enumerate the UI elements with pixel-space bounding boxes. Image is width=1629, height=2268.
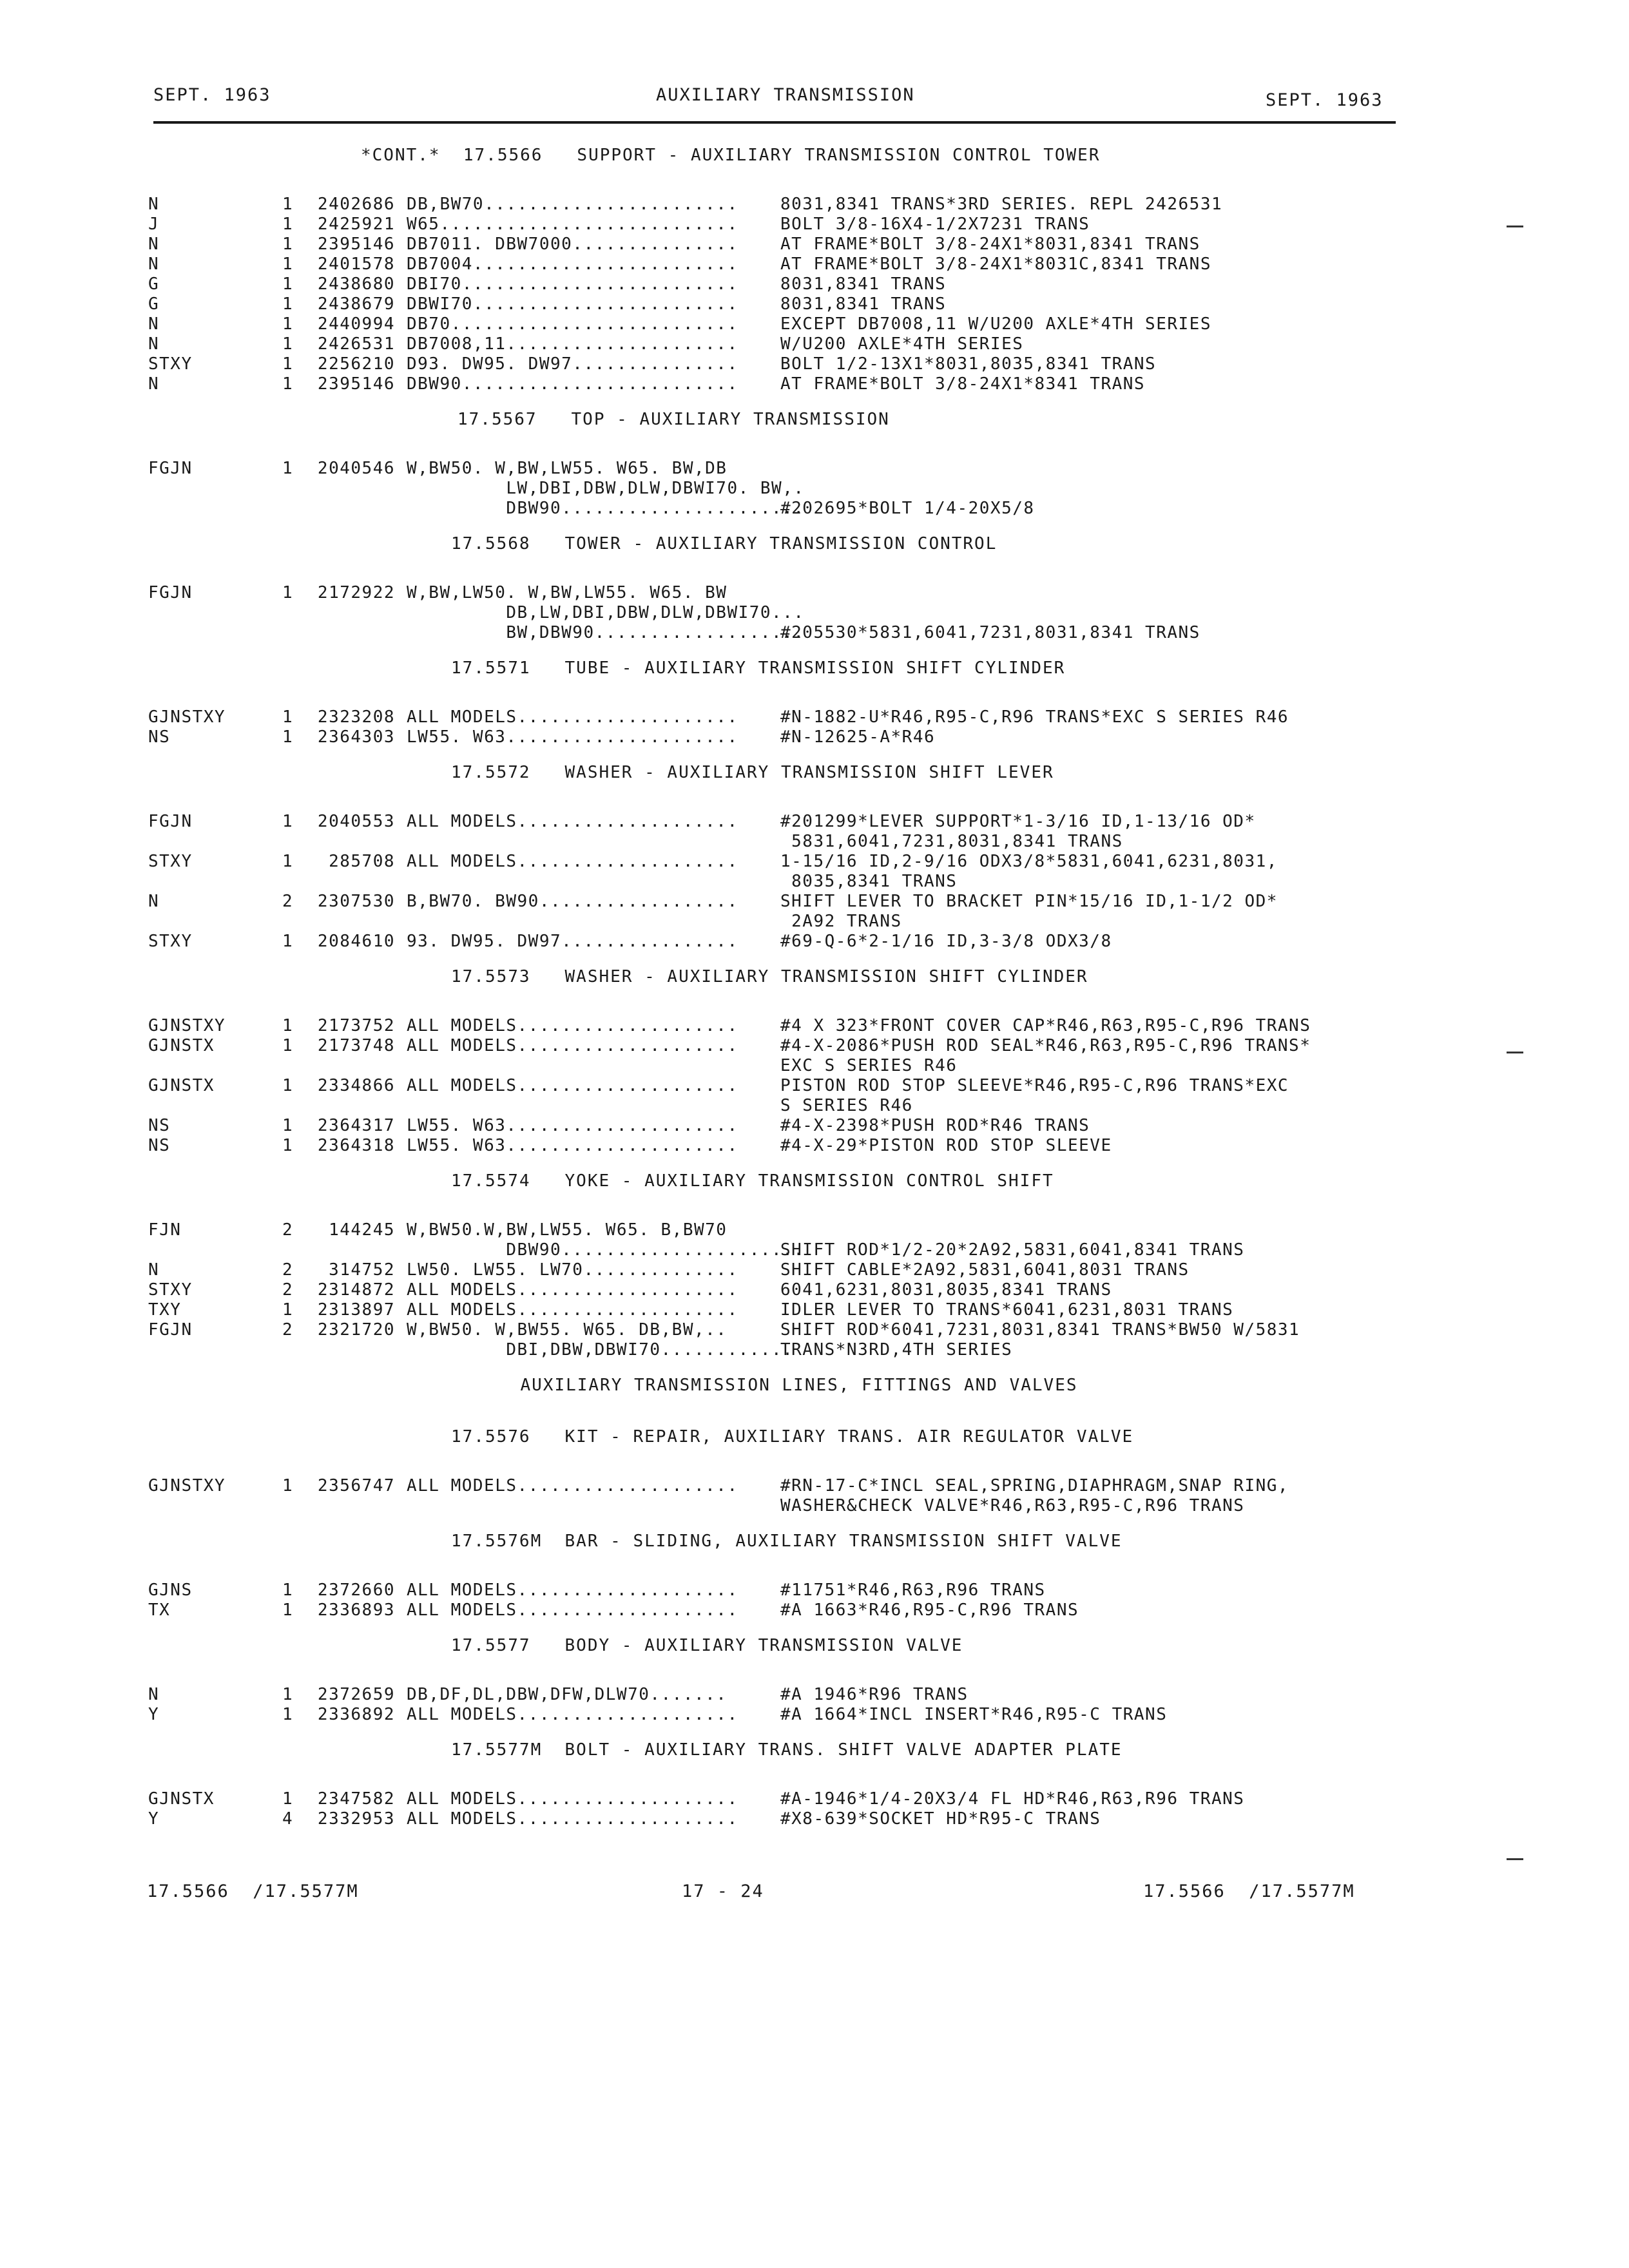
section-title: 17.5568 TOWER - AUXILIARY TRANSMISSION CONTROL — [451, 534, 998, 553]
section-title: 17.5573 WASHER - AUXILIARY TRANSMISSION SHIFT CYLINDER — [451, 967, 1088, 986]
part-description: #202695*BOLT 1/4-20X5/8 — [780, 499, 1035, 518]
applicable-models: LW55. W63..................... — [407, 727, 738, 747]
part-entry — [148, 354, 1450, 374]
quantity: 1 — [282, 195, 294, 214]
footer-left: 17.5566 /17.5577M — [147, 1881, 359, 1901]
quantity: 1 — [282, 1685, 294, 1704]
model-codes — [148, 1096, 282, 1116]
quantity: 2 — [282, 1280, 294, 1300]
part-number — [302, 479, 395, 499]
model-codes: NS — [148, 1116, 171, 1135]
applicable-models: W65........................... — [407, 215, 738, 234]
applicable-models: ALL MODELS.................... — [407, 852, 738, 871]
header-left: SEPT. 1963 — [153, 85, 271, 105]
applicable-models: DB,DF,DL,DBW,DFW,DLW70....... — [407, 1685, 728, 1704]
part-entry — [148, 1220, 1450, 1260]
quantity: 1 — [282, 583, 294, 602]
quantity: 1 — [282, 1136, 294, 1155]
part-entry — [148, 294, 1450, 314]
part-number: 2173748 — [317, 1036, 395, 1055]
quantity — [282, 603, 302, 623]
part-description: EXCEPT DB7008,11 W/U200 AXLE*4TH SERIES — [780, 314, 1211, 334]
part-number: 2314872 — [317, 1280, 395, 1300]
quantity — [282, 1056, 302, 1076]
quantity: 1 — [282, 1600, 294, 1620]
part-number: 2438680 — [317, 274, 395, 294]
parts-list — [148, 143, 1450, 1829]
part-number: 2084610 — [317, 932, 395, 951]
part-description: PISTON ROD STOP SLEEVE*R46,R95-C,R96 TRANS*EXC — [780, 1076, 1289, 1095]
applicable-models: B,BW70. BW90.................. — [407, 892, 738, 911]
part-description: #4-X-2398*PUSH ROD*R46 TRANS — [780, 1116, 1090, 1135]
applicable-models: LW,DBI,DBW,DLW,DBWI70. BW,. — [407, 479, 805, 498]
quantity — [282, 1096, 302, 1116]
part-number: 2334866 — [317, 1076, 395, 1095]
model-codes — [148, 479, 282, 499]
part-entry — [148, 195, 1450, 215]
part-description: 8031,8341 TRANS — [780, 274, 947, 294]
part-description: AT FRAME*BOLT 3/8-24X1*8341 TRANS — [780, 374, 1146, 394]
part-number: 2321720 — [317, 1320, 395, 1340]
quantity: 1 — [282, 812, 294, 831]
applicable-models: W,BW50.W,BW,LW55. W65. B,BW70 — [407, 1220, 728, 1240]
header-rule — [153, 121, 1396, 124]
quantity: 2 — [282, 892, 294, 911]
part-entry — [148, 1036, 1450, 1076]
applicable-models — [395, 912, 776, 932]
part-entry — [148, 932, 1450, 952]
applicable-models: LW50. LW55. LW70.............. — [407, 1260, 738, 1280]
part-number — [302, 1096, 395, 1116]
part-number: 2395146 — [317, 235, 395, 254]
model-codes: FGJN — [148, 583, 193, 602]
model-codes — [148, 912, 282, 932]
applicable-models: ALL MODELS.................... — [407, 1476, 738, 1495]
applicable-models — [395, 832, 776, 852]
quantity: 2 — [282, 1320, 294, 1340]
part-description: #11751*R46,R63,R96 TRANS — [780, 1581, 1046, 1600]
part-description: SHIFT ROD*6041,7231,8031,8341 TRANS*BW50 W/5831 — [780, 1320, 1300, 1340]
part-description: 6041,6231,8031,8035,8341 TRANS — [780, 1280, 1112, 1300]
model-codes: G — [148, 274, 160, 294]
part-entry — [148, 255, 1450, 274]
part-description — [776, 479, 1450, 499]
model-codes — [148, 603, 282, 623]
part-description — [776, 603, 1450, 623]
applicable-models: DBW90......................... — [407, 374, 738, 394]
part-number: 2372660 — [317, 1581, 395, 1600]
part-entry — [148, 1476, 1450, 1516]
applicable-models: ALL MODELS.................... — [407, 707, 738, 727]
part-entry — [148, 812, 1450, 852]
part-entry — [148, 1705, 1450, 1725]
part-number: 2172922 — [317, 583, 395, 602]
quantity: 1 — [282, 1036, 294, 1055]
part-description: SHIFT CABLE*2A92,5831,6041,8031 TRANS — [780, 1260, 1190, 1280]
part-description: W/U200 AXLE*4TH SERIES — [780, 334, 1024, 354]
part-description: #4 X 323*FRONT COVER CAP*R46,R63,R95-C,R96 TRANS — [780, 1016, 1311, 1035]
part-description: EXC S SERIES R46 — [780, 1056, 958, 1075]
part-description: AT FRAME*BOLT 3/8-24X1*8031,8341 TRANS — [780, 235, 1200, 254]
quantity: 1 — [282, 374, 294, 394]
part-number — [302, 603, 395, 623]
applicable-models: D93. DW95. DW97............... — [407, 354, 738, 374]
applicable-models: 93. DW95. DW97................ — [407, 932, 738, 951]
part-entry — [148, 583, 1450, 643]
part-entry — [148, 707, 1450, 727]
model-codes — [148, 499, 282, 519]
quantity: 1 — [282, 1789, 294, 1809]
applicable-models: DB7008,11..................... — [407, 334, 738, 354]
applicable-models: DBI70......................... — [407, 274, 738, 294]
quantity — [282, 912, 302, 932]
part-number: 2402686 — [317, 195, 395, 214]
applicable-models: DB,BW70....................... — [407, 195, 738, 214]
model-codes — [148, 1496, 282, 1516]
part-entry — [148, 374, 1450, 394]
model-codes: NS — [148, 1136, 171, 1155]
part-description: #4-X-29*PISTON ROD STOP SLEEVE — [780, 1136, 1112, 1155]
quantity: 1 — [282, 707, 294, 727]
applicable-models: ALL MODELS.................... — [407, 1789, 738, 1809]
applicable-models — [395, 872, 776, 892]
part-description: #A 1946*R96 TRANS — [780, 1685, 969, 1704]
part-description — [776, 459, 1450, 479]
part-description: 5831,6041,7231,8031,8341 TRANS — [780, 832, 1123, 851]
part-number: 2040553 — [317, 812, 395, 831]
part-entry — [148, 459, 1450, 519]
part-number: 2438679 — [317, 294, 395, 314]
applicable-models: DBI,DBW,DBWI70............ — [407, 1340, 794, 1360]
part-description: #N-1882-U*R46,R95-C,R96 TRANS*EXC S SERIES R46 — [780, 707, 1289, 727]
part-description: #69-Q-6*2-1/16 ID,3-3/8 ODX3/8 — [780, 932, 1112, 951]
part-description: BOLT 1/2-13X1*8031,8035,8341 TRANS — [780, 354, 1157, 374]
model-codes — [148, 623, 282, 643]
part-description: AT FRAME*BOLT 3/8-24X1*8031C,8341 TRANS — [780, 255, 1211, 274]
applicable-models: ALL MODELS.................... — [407, 1809, 738, 1829]
quantity: 4 — [282, 1809, 294, 1829]
part-entry — [148, 1809, 1450, 1829]
part-description — [776, 583, 1450, 603]
part-entry — [148, 1116, 1450, 1136]
applicable-models: ALL MODELS.................... — [407, 1300, 738, 1320]
model-codes: STXY — [148, 354, 193, 374]
part-number: 314752 — [329, 1260, 395, 1280]
model-codes: N — [148, 334, 160, 354]
part-number: 2323208 — [317, 707, 395, 727]
quantity: 1 — [282, 294, 294, 314]
applicable-models: DBW90...................... — [407, 499, 805, 518]
model-codes: NS — [148, 727, 171, 747]
part-description: 1-15/16 ID,2-9/16 ODX3/8*5831,6041,6231,8031, — [780, 852, 1278, 871]
margin-mark — [1507, 226, 1523, 227]
quantity: 1 — [282, 1705, 294, 1724]
part-number: 2440994 — [317, 314, 395, 334]
quantity — [282, 872, 302, 892]
model-codes: TXY — [148, 1300, 182, 1320]
quantity — [282, 479, 302, 499]
part-entry — [148, 1016, 1450, 1036]
part-number — [302, 499, 395, 519]
model-codes: N — [148, 892, 160, 911]
model-codes: FGJN — [148, 459, 193, 478]
part-entry — [148, 1260, 1450, 1280]
part-description: 8031,8341 TRANS*3RD SERIES. REPL 2426531 — [780, 195, 1223, 214]
quantity: 1 — [282, 334, 294, 354]
part-description: WASHER&CHECK VALVE*R46,R63,R95-C,R96 TRANS — [780, 1496, 1245, 1515]
applicable-models: DB7011. DBW7000............... — [407, 235, 738, 254]
applicable-models: DB,LW,DBI,DBW,DLW,DBWI70... — [407, 603, 805, 622]
part-number: 2332953 — [317, 1809, 395, 1829]
section-title: AUXILIARY TRANSMISSION LINES, FITTINGS AND VALVES — [520, 1376, 1078, 1395]
part-entry — [148, 1076, 1450, 1116]
part-description: S SERIES R46 — [780, 1096, 913, 1115]
part-description: #A-1946*1/4-20X3/4 FL HD*R46,R63,R96 TRANS — [780, 1789, 1245, 1809]
part-number — [302, 1496, 395, 1516]
quantity: 1 — [282, 255, 294, 274]
footer-right: 17.5566 /17.5577M — [1143, 1881, 1355, 1901]
quantity: 1 — [282, 1116, 294, 1135]
applicable-models: ALL MODELS.................... — [407, 1705, 738, 1724]
model-codes: GJNSTX — [148, 1036, 215, 1055]
part-description: #A 1664*INCL INSERT*R46,R95-C TRANS — [780, 1705, 1168, 1724]
part-entry — [148, 235, 1450, 255]
model-codes — [148, 1340, 282, 1360]
section-title: 17.5576M BAR - SLIDING, AUXILIARY TRANSMISSION SHIFT VALVE — [451, 1532, 1123, 1551]
applicable-models — [395, 1056, 776, 1076]
applicable-models — [395, 1096, 776, 1116]
part-number: 2425921 — [317, 215, 395, 234]
model-codes: STXY — [148, 1280, 193, 1300]
part-number: 2356747 — [317, 1476, 395, 1495]
model-codes: FJN — [148, 1220, 182, 1240]
applicable-models: ALL MODELS.................... — [407, 1280, 738, 1300]
part-number: 2256210 — [317, 354, 395, 374]
quantity: 1 — [282, 459, 294, 478]
part-number — [302, 1340, 395, 1360]
applicable-models: LW55. W63..................... — [407, 1116, 738, 1135]
applicable-models: ALL MODELS.................... — [407, 1016, 738, 1035]
part-number: 2336892 — [317, 1705, 395, 1724]
part-entry — [148, 727, 1450, 747]
part-description: #205530*5831,6041,7231,8031,8341 TRANS — [780, 623, 1200, 642]
model-codes: J — [148, 215, 160, 234]
part-number — [302, 1240, 395, 1260]
model-codes: N — [148, 314, 160, 334]
part-number: 2395146 — [317, 374, 395, 394]
quantity — [282, 832, 302, 852]
part-number: 2173752 — [317, 1016, 395, 1035]
applicable-models: W,BW50. W,BW55. W65. DB,BW,.. — [407, 1320, 728, 1340]
model-codes: N — [148, 374, 160, 394]
quantity: 1 — [282, 354, 294, 374]
part-number — [302, 832, 395, 852]
part-number: 2364318 — [317, 1136, 395, 1155]
part-entry — [148, 1320, 1450, 1360]
model-codes: GJNSTX — [148, 1789, 215, 1809]
part-description: #N-12625-A*R46 — [780, 727, 936, 747]
model-codes: N — [148, 255, 160, 274]
quantity: 1 — [282, 1076, 294, 1095]
model-codes: G — [148, 294, 160, 314]
quantity: 1 — [282, 314, 294, 334]
part-entry — [148, 852, 1450, 892]
quantity: 1 — [282, 1581, 294, 1600]
applicable-models: LW55. W63..................... — [407, 1136, 738, 1155]
quantity — [282, 1496, 302, 1516]
applicable-models: DB70.......................... — [407, 314, 738, 334]
model-codes: FGJN — [148, 1320, 193, 1340]
section-title: 17.5571 TUBE - AUXILIARY TRANSMISSION SHIFT CYLINDER — [451, 658, 1066, 678]
part-description: #201299*LEVER SUPPORT*1-3/16 ID,1-13/16 OD* — [780, 812, 1256, 831]
section-title: 17.5577 BODY - AUXILIARY TRANSMISSION VALVE — [451, 1636, 963, 1655]
part-description: IDLER LEVER TO TRANS*6041,6231,8031 TRANS — [780, 1300, 1234, 1320]
quantity: 2 — [282, 1260, 294, 1280]
quantity: 1 — [282, 852, 294, 871]
model-codes: N — [148, 1260, 160, 1280]
part-number: 2372659 — [317, 1685, 395, 1704]
part-entry — [148, 1581, 1450, 1600]
part-number — [302, 623, 395, 643]
part-entry — [148, 1685, 1450, 1705]
part-number — [302, 872, 395, 892]
part-entry — [148, 892, 1450, 932]
part-description: 8031,8341 TRANS — [780, 294, 947, 314]
section-title: 17.5572 WASHER - AUXILIARY TRANSMISSION SHIFT LEVER — [451, 763, 1054, 782]
header-center: AUXILIARY TRANSMISSION — [656, 85, 915, 105]
part-number — [302, 1056, 395, 1076]
part-description: SHIFT LEVER TO BRACKET PIN*15/16 ID,1-1/2 OD* — [780, 892, 1278, 911]
model-codes: N — [148, 195, 160, 214]
part-description: #4-X-2086*PUSH ROD SEAL*R46,R63,R95-C,R96 TRANS* — [780, 1036, 1311, 1055]
quantity: 1 — [282, 274, 294, 294]
model-codes: GJNS — [148, 1581, 193, 1600]
model-codes: FGJN — [148, 812, 193, 831]
part-entry — [148, 1136, 1450, 1156]
section-title: 17.5576 KIT - REPAIR, AUXILIARY TRANS. AIR REGULATOR VALVE — [451, 1427, 1134, 1446]
part-number: 2336893 — [317, 1600, 395, 1620]
section-title: 17.5577M BOLT - AUXILIARY TRANS. SHIFT VALVE ADAPTER PLATE — [451, 1740, 1123, 1760]
part-number — [302, 912, 395, 932]
model-codes: STXY — [148, 932, 193, 951]
applicable-models: DB7004........................ — [407, 255, 738, 274]
quantity — [282, 499, 302, 519]
quantity: 1 — [282, 215, 294, 234]
model-codes: GJNSTX — [148, 1076, 215, 1095]
part-number: 2313897 — [317, 1300, 395, 1320]
quantity: 1 — [282, 1476, 294, 1495]
applicable-models: W,BW,LW50. W,BW,LW55. W65. BW — [407, 583, 728, 602]
part-description: BOLT 3/8-16X4-1/2X7231 TRANS — [780, 215, 1090, 234]
model-codes: TX — [148, 1600, 171, 1620]
part-description: #X8-639*SOCKET HD*R95-C TRANS — [780, 1809, 1101, 1829]
part-description: TRANS*N3RD,4TH SERIES — [780, 1340, 1013, 1360]
model-codes — [148, 872, 282, 892]
footer-center: 17 - 24 — [682, 1881, 764, 1901]
part-number: 2364303 — [317, 727, 395, 747]
applicable-models: DBW90...................... — [407, 1240, 805, 1260]
section-title: 17.5574 YOKE - AUXILIARY TRANSMISSION CONTROL SHIFT — [451, 1171, 1054, 1191]
model-codes — [148, 832, 282, 852]
applicable-models: BW,DBW90................... — [407, 623, 805, 642]
applicable-models: ALL MODELS.................... — [407, 1036, 738, 1055]
part-number: 2347582 — [317, 1789, 395, 1809]
part-number: 2364317 — [317, 1116, 395, 1135]
header-right: SEPT. 1963 — [1266, 90, 1383, 110]
quantity — [282, 1240, 302, 1260]
part-entry — [148, 1789, 1450, 1809]
model-codes: Y — [148, 1705, 160, 1724]
quantity: 1 — [282, 1300, 294, 1320]
part-number: 2401578 — [317, 255, 395, 274]
applicable-models: ALL MODELS.................... — [407, 1600, 738, 1620]
part-entry — [148, 314, 1450, 334]
quantity: 1 — [282, 235, 294, 254]
model-codes: GJNSTXY — [148, 1476, 226, 1495]
model-codes — [148, 1240, 282, 1260]
section-title: 17.5567 TOP - AUXILIARY TRANSMISSION — [458, 410, 890, 429]
margin-mark — [1507, 1052, 1523, 1053]
part-description: #A 1663*R46,R95-C,R96 TRANS — [780, 1600, 1079, 1620]
applicable-models: ALL MODELS.................... — [407, 1076, 738, 1095]
part-number: 2426531 — [317, 334, 395, 354]
model-codes: GJNSTXY — [148, 1016, 226, 1035]
section-title: *CONT.* 17.5566 SUPPORT - AUXILIARY TRANSMISSION CONTROL TOWER — [361, 146, 1101, 165]
quantity: 1 — [282, 1016, 294, 1035]
part-number: 2307530 — [317, 892, 395, 911]
margin-mark — [1507, 1858, 1523, 1860]
part-entry — [148, 1300, 1450, 1320]
part-description: 2A92 TRANS — [780, 912, 902, 931]
part-number: 285708 — [329, 852, 395, 871]
model-codes: STXY — [148, 852, 193, 871]
part-description: SHIFT ROD*1/2-20*2A92,5831,6041,8341 TRANS — [780, 1240, 1245, 1260]
part-description: #RN-17-C*INCL SEAL,SPRING,DIAPHRAGM,SNAP RING, — [780, 1476, 1289, 1495]
model-codes: N — [148, 1685, 160, 1704]
applicable-models: W,BW50. W,BW,LW55. W65. BW,DB — [407, 459, 728, 478]
part-entry — [148, 274, 1450, 294]
applicable-models: ALL MODELS.................... — [407, 812, 738, 831]
applicable-models — [395, 1496, 776, 1516]
part-description: 8035,8341 TRANS — [780, 872, 958, 891]
quantity — [282, 623, 302, 643]
model-codes: Y — [148, 1809, 160, 1829]
part-entry — [148, 1280, 1450, 1300]
part-description — [776, 1220, 1450, 1240]
part-entry — [148, 215, 1450, 235]
applicable-models: ALL MODELS.................... — [407, 1581, 738, 1600]
part-entry — [148, 334, 1450, 354]
quantity — [282, 1340, 302, 1360]
part-entry — [148, 1600, 1450, 1620]
applicable-models: DBWI70........................ — [407, 294, 738, 314]
model-codes: GJNSTXY — [148, 707, 226, 727]
quantity: 1 — [282, 727, 294, 747]
part-number: 144245 — [329, 1220, 395, 1240]
quantity: 1 — [282, 932, 294, 951]
part-number: 2040546 — [317, 459, 395, 478]
quantity: 2 — [282, 1220, 294, 1240]
model-codes: N — [148, 235, 160, 254]
model-codes — [148, 1056, 282, 1076]
